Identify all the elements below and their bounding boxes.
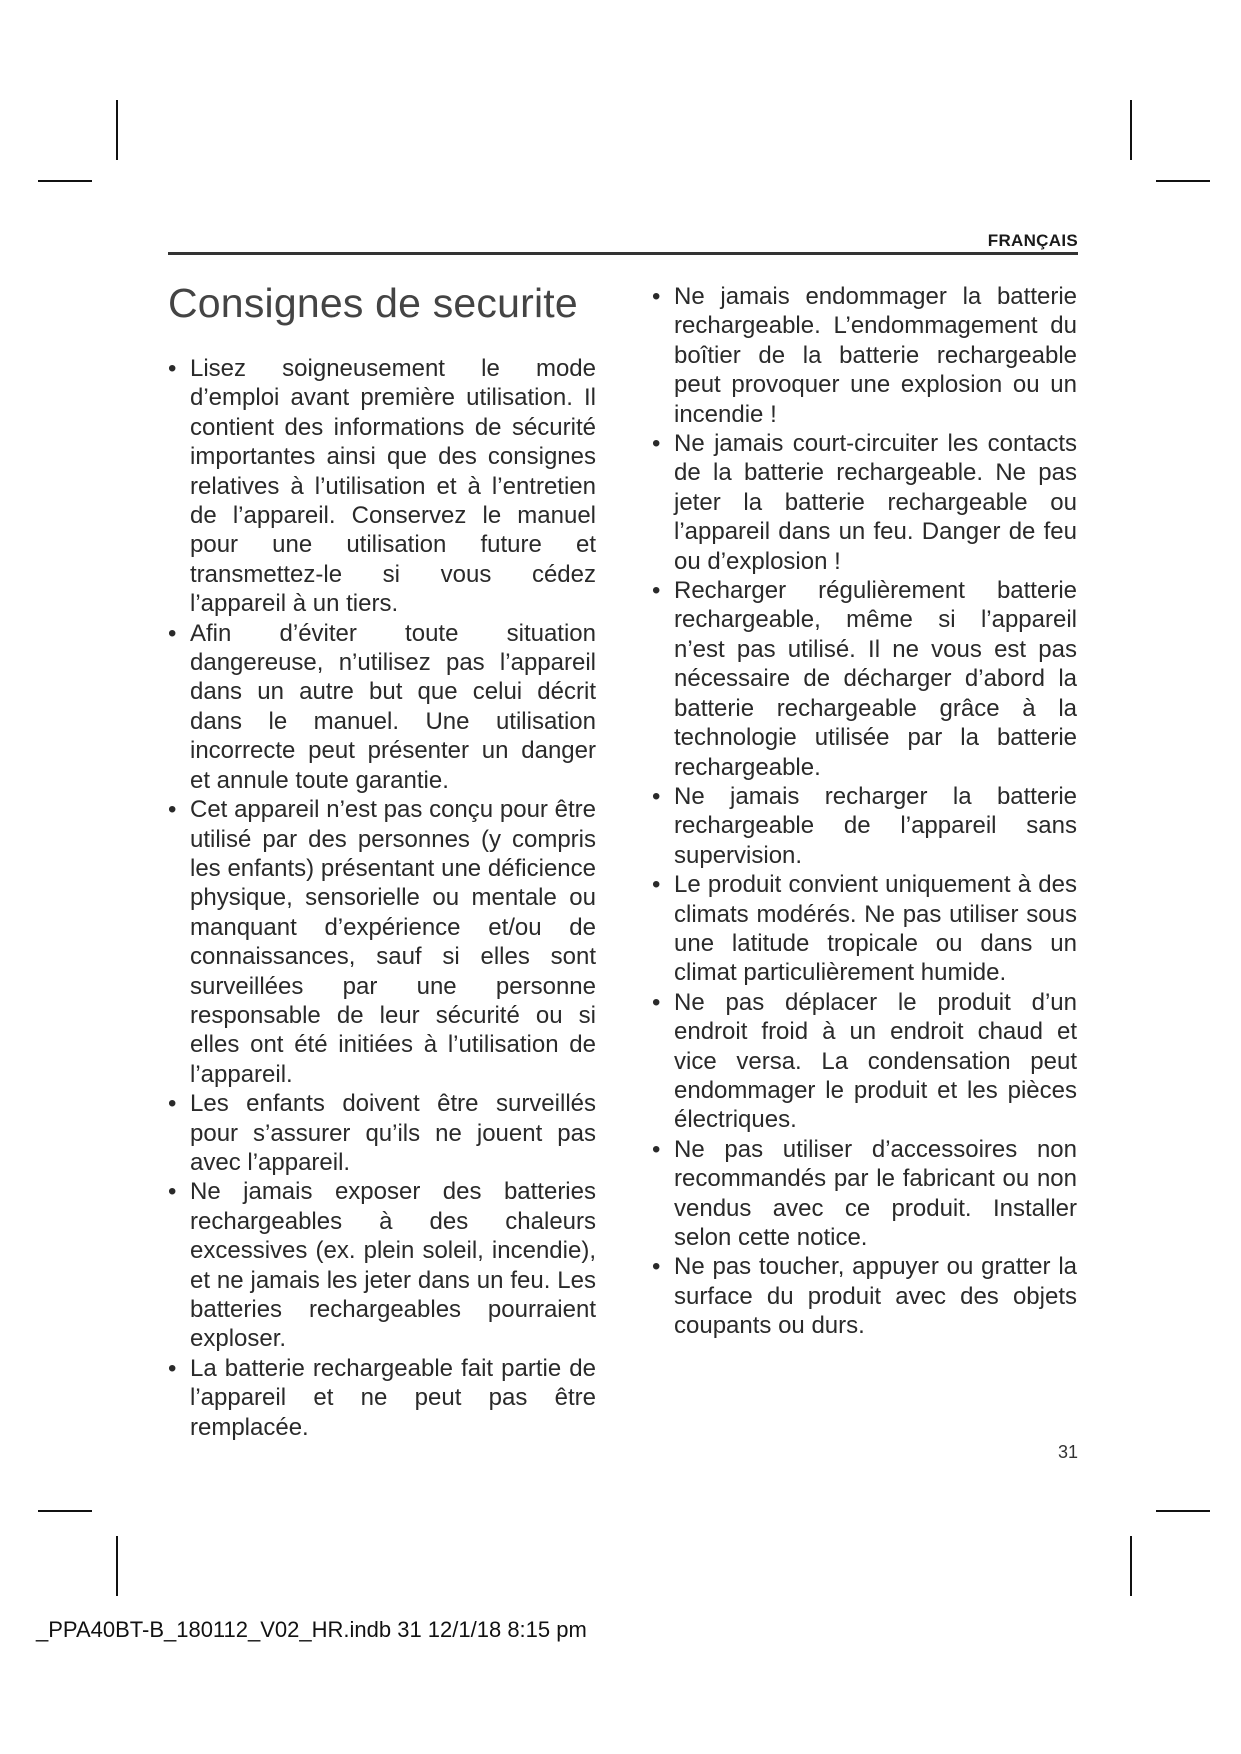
crop-mark-top-right-vertical [1130, 100, 1132, 160]
list-item [650, 988, 1077, 1135]
crop-mark-top-left-horizontal [38, 180, 92, 182]
list-item-text: Ne jamais exposer des batteries rechargeables à des chaleurs excessives (ex. plein soleil, incendie), et ne jamais les jeter dans un feu. Les batteries rechargeables pourraient exploser. [190, 1178, 596, 1353]
list-item-text: Ne pas toucher, appuyer ou gratter la surface du produit avec des objets coupants ou durs. [674, 1253, 1077, 1340]
crop-mark-top-right-horizontal [1156, 180, 1210, 182]
safety-list-right [650, 282, 1077, 1341]
list-item [166, 1354, 596, 1442]
safety-list-left [166, 354, 596, 1442]
list-item [166, 354, 596, 619]
bullet-icon: • [652, 988, 661, 1016]
list-item-text: Ne jamais endommager la batterie rechargeable. L’endommagement du boîtier de la batterie rechargeable peut provoquer une explosion ou un incendie ! [674, 283, 1077, 428]
list-item-text: La batterie rechargeable fait partie de l’appareil et ne peut pas être remplacée. [190, 1354, 596, 1441]
page-number: 31 [1057, 1442, 1078, 1462]
list-item [650, 429, 1077, 576]
bullet-icon: • [652, 577, 661, 605]
list-item [650, 1252, 1077, 1340]
bullet-icon: • [168, 796, 177, 824]
list-item [650, 576, 1077, 782]
bullet-icon: • [652, 1253, 661, 1281]
bullet-icon: • [168, 619, 177, 647]
list-item [650, 782, 1077, 870]
list-item [650, 282, 1077, 429]
list-item-text: Les enfants doivent être surveillés pour s’assurer qu’ils ne jouent pas avec l’appareil. [190, 1090, 596, 1176]
list-item [166, 619, 596, 795]
crop-mark-bottom-right-vertical [1130, 1536, 1132, 1596]
list-item [166, 795, 596, 1089]
bullet-icon: • [652, 430, 661, 458]
crop-mark-bottom-left-horizontal [38, 1510, 92, 1512]
bullet-icon: • [168, 1354, 177, 1382]
right-column [650, 282, 1077, 1341]
print-slug: _PPA40BT-B_180112_V02_HR.indb 31 12/1/18 8:15 pm [36, 1617, 587, 1642]
bullet-icon: • [652, 782, 661, 810]
list-item-text: Ne pas déplacer le produit d’un endroit froid à un endroit chaud et vice versa. La condensation peut endommager le produit et les pièces électriques. [674, 988, 1077, 1134]
list-item [166, 1089, 596, 1177]
bullet-icon: • [652, 283, 661, 310]
list-item-text: Lisez soigneusement le mode d’emploi avant première utilisation. Il contient des informations de sécurité importantes ainsi que des consignes relatives à l’utilisation et à l’entretien de l’appareil. Conservez le manuel pour une utilisation future et transmettez-le si vous cédez l’appareil à un tiers. [190, 355, 596, 618]
crop-mark-top-left-vertical [116, 100, 118, 160]
crop-mark-bottom-left-vertical [116, 1536, 118, 1596]
list-item-text: Afin d’éviter toute situation dangereuse, n’utilisez pas l’appareil dans un autre but que celui décrit dans le manuel. Une utilisation incorrecte peut présenter un danger et annule toute garantie. [190, 619, 596, 794]
list-item [650, 870, 1077, 988]
list-item [650, 1135, 1077, 1253]
list-item-text: Ne pas utiliser d’accessoires non recommandés par le fabricant ou non vendus avec ce produit. Installer selon cette notice. [674, 1135, 1077, 1251]
list-item [166, 1177, 596, 1353]
list-item-text: Cet appareil n’est pas conçu pour être utilisé par des personnes (y compris les enfants) présentant une déficience physique, sensorielle ou mentale ou manquant d’expérience et/ou de connaissances, sauf si elles sont surveillées par une personne responsable de leur sécurité ou si elles ont été initiées à l’utilisation de l’appareil. [190, 796, 596, 1088]
list-item-text: Le produit convient uniquement à des climats modérés. Ne pas utiliser sous une latitude tropicale ou dans un climat particulièrement humide. [674, 871, 1077, 987]
bullet-icon: • [168, 1090, 177, 1118]
list-item-text: Recharger régulièrement batterie rechargeable, même si l’appareil n’est pas utilisé. Il ne vous est pas nécessaire de décharger d’abord la batterie rechargeable grâce à la technologie utilisée par la batterie rechargeable. [674, 577, 1077, 781]
list-item-text: Ne jamais recharger la batterie rechargeable de l’appareil sans supervision. [674, 782, 1077, 869]
section-title: Consignes de securite [168, 280, 578, 326]
header-rule [168, 252, 1078, 255]
language-label: FRANÇAIS [987, 231, 1078, 250]
bullet-icon: • [652, 1135, 661, 1163]
bullet-icon: • [168, 1178, 177, 1206]
crop-mark-bottom-right-horizontal [1156, 1510, 1210, 1512]
list-item-text: Ne jamais court-circuiter les contacts de la batterie rechargeable. Ne pas jeter la batterie rechargeable ou l’appareil dans un feu. Danger de feu ou d’explosion ! [674, 430, 1077, 575]
bullet-icon: • [168, 355, 177, 382]
left-column [166, 354, 596, 1442]
bullet-icon: • [652, 871, 661, 899]
